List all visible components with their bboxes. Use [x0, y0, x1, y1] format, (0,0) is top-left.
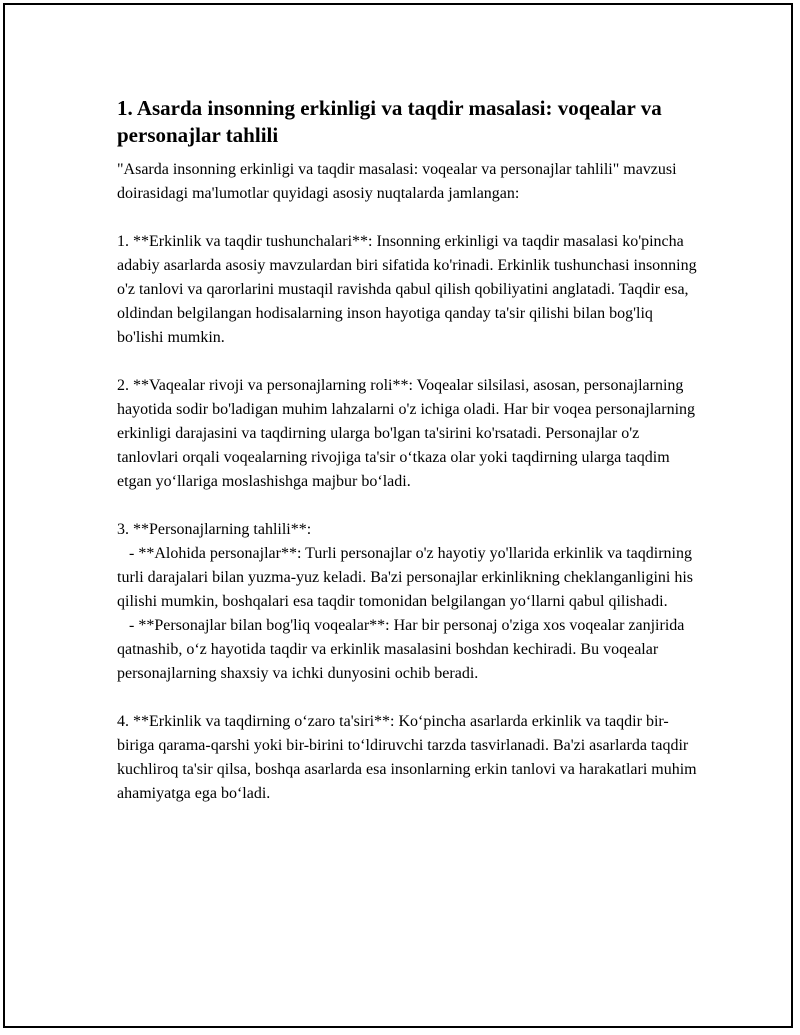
document-title: 1. Asarda insonning erkinligi va taqdir masalasi: voqealar va personajlar tahlili [117, 96, 662, 147]
document-body: "Asarda insonning erkinligi va taqdir masalasi: voqealar va personajlar tahlili" mavzusi doirasidagi ma'lumotlar quyidagi asosiy nuqtalarda jamlangan: 1. **Erkinlik va taqdir tushunchalari**: Insonning erkinligi va taqdir masalasi ko'pincha adabiy asarlarda asosiy mavzulardan biri sifatida ko'rinadi. Erkinlik tushunchasi insonning o'z tanlovi va qarorlarini mustaqil ravishda qabul qilish qobiliyatini anglatadi. Taqdir esa, oldindan belgilangan hodisalarning inson hayotiga qanday ta'sir qilishi bilan bog'liq bo'lishi mumkin. 2. **Vaqealar rivoji va personajlarning roli**: Voqealar silsilasi, asosan, personajlarning hayotida sodir bo'ladigan muhim lahzalarni o'z ichiga oladi. Har bir voqea personajlarning erkinligi darajasini va taqdirning ularga bo'lgan ta'sirini ko'rsatadi. Personajlar o'z tanlovlari orqali voqealarning rivojiga ta'sir o‘tkaza olar yoki taqdirning ularga taqdim etgan yo‘llariga moslashishga majbur bo‘ladi. 3. **Personajlarning tahlili**: - **Alohida personajlar**: Turli personajlar o'z hayotiy yo'llarida erkinlik va taqdirning turli darajalari bilan yuzma-yuz keladi. Ba'zi personajlar erkinlikning cheklanganligini his qilishi mumkin, boshqalari esa taqdir tomonidan belgilangan yo‘llarni qabul qilishadi. - **Personajlar bilan bog'liq voqealar**: Har bir personaj o'ziga xos voqealar zanjirida qatnashib, o‘z hayotida taqdir va erkinlik masalasini boshdan kechiradi. Bu voqealar personajlarning shaxsiy va ichki dunyosini ochib beradi. 4. **Erkinlik va taqdirning o‘zaro ta'siri**: Ko‘pincha asarlarda erkinlik va taqdir bir-biriga qarama-qarshi yoki bir-birini to‘ldiruvchi tarzda tasvirlanadi. Ba'zi asarlarda taqdir kuchliroq ta'sir qilsa, boshqa asarlarda esa insonlarning erkin tanlovi va harakatlari muhim ahamiyatga ega bo‘ladi. [117, 161, 697, 802]
document-content [117, 95, 697, 806]
